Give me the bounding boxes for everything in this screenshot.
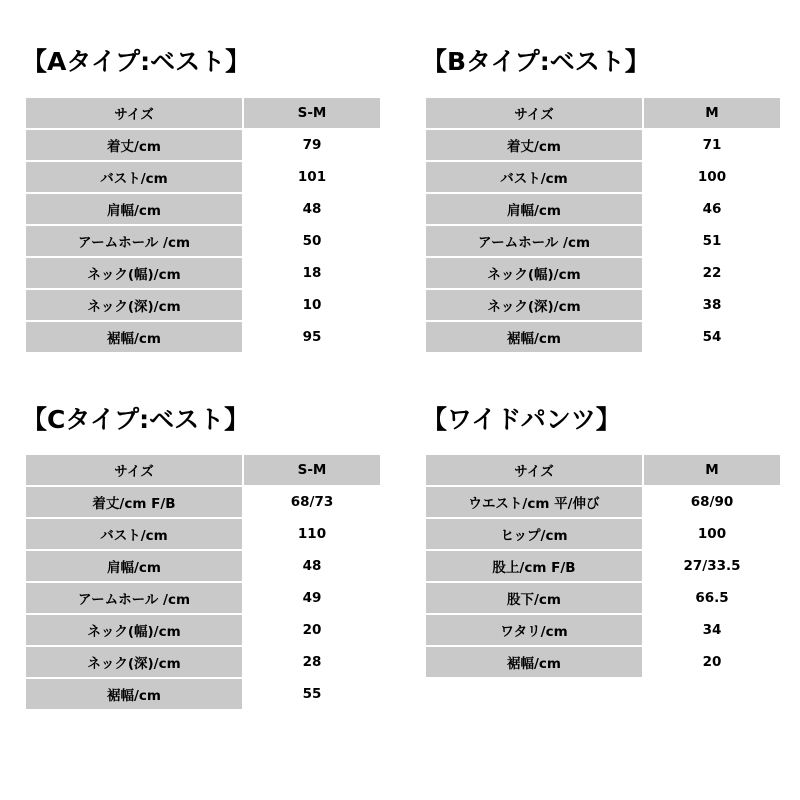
header-size: M bbox=[643, 454, 781, 486]
table-row bbox=[25, 193, 381, 225]
header-label: サイズ bbox=[25, 97, 243, 129]
row-label: 肩幅/cm bbox=[25, 550, 243, 582]
row-label: ワタリ/cm bbox=[425, 614, 643, 646]
row-label: 裾幅/cm bbox=[25, 321, 243, 353]
table-row bbox=[25, 225, 381, 257]
row-value: 48 bbox=[243, 550, 381, 582]
table-header-row bbox=[25, 97, 381, 129]
row-label: 股上/cm F/B bbox=[425, 550, 643, 582]
header-label: サイズ bbox=[25, 454, 243, 486]
row-label: 着丈/cm bbox=[425, 129, 643, 161]
table-row bbox=[25, 289, 381, 321]
size-block-a bbox=[10, 48, 390, 354]
table-row bbox=[425, 193, 781, 225]
row-value: 50 bbox=[243, 225, 381, 257]
header-size: S-M bbox=[243, 97, 381, 129]
table-row bbox=[25, 678, 381, 710]
row-label: 裾幅/cm bbox=[425, 646, 643, 678]
row-value: 49 bbox=[243, 582, 381, 614]
table-row bbox=[25, 257, 381, 289]
table-row bbox=[425, 129, 781, 161]
size-block-wide-pants bbox=[410, 354, 790, 712]
table-row bbox=[425, 321, 781, 353]
table-row bbox=[25, 614, 381, 646]
table-row bbox=[25, 486, 381, 518]
table-row bbox=[425, 550, 781, 582]
row-value: 68/90 bbox=[643, 486, 781, 518]
row-value: 20 bbox=[643, 646, 781, 678]
header-size: M bbox=[643, 97, 781, 129]
table-row bbox=[425, 614, 781, 646]
row-label: 肩幅/cm bbox=[25, 193, 243, 225]
table-row bbox=[25, 518, 381, 550]
table-header-row bbox=[25, 454, 381, 486]
row-value: 38 bbox=[643, 289, 781, 321]
row-label: 裾幅/cm bbox=[25, 678, 243, 710]
row-label: 肩幅/cm bbox=[425, 193, 643, 225]
row-label: ネック(深)/cm bbox=[25, 289, 243, 321]
row-value: 34 bbox=[643, 614, 781, 646]
row-value: 100 bbox=[643, 518, 781, 550]
table-row bbox=[25, 161, 381, 193]
row-label: 裾幅/cm bbox=[425, 321, 643, 353]
size-table-c bbox=[24, 453, 382, 711]
row-label: ネック(幅)/cm bbox=[25, 257, 243, 289]
table-row bbox=[425, 486, 781, 518]
size-block-b bbox=[410, 48, 790, 354]
row-value: 100 bbox=[643, 161, 781, 193]
table-header-row bbox=[425, 97, 781, 129]
row-label: ヒップ/cm bbox=[425, 518, 643, 550]
table-row bbox=[25, 129, 381, 161]
row-label: アームホール /cm bbox=[25, 225, 243, 257]
row-value: 18 bbox=[243, 257, 381, 289]
header-label: サイズ bbox=[425, 97, 643, 129]
row-label: ウエスト/cm 平/伸び bbox=[425, 486, 643, 518]
size-table-a bbox=[24, 96, 382, 354]
row-value: 68/73 bbox=[243, 486, 381, 518]
size-table-b bbox=[424, 96, 782, 354]
row-label: アームホール /cm bbox=[25, 582, 243, 614]
row-label: バスト/cm bbox=[25, 161, 243, 193]
table-header-row bbox=[425, 454, 781, 486]
header-label: サイズ bbox=[425, 454, 643, 486]
row-label: バスト/cm bbox=[25, 518, 243, 550]
row-value: 101 bbox=[243, 161, 381, 193]
table-row bbox=[25, 550, 381, 582]
block-title-b: 【Bタイプ:ベスト】 bbox=[422, 47, 650, 76]
row-value: 110 bbox=[243, 518, 381, 550]
row-value: 79 bbox=[243, 129, 381, 161]
row-label: 着丈/cm bbox=[25, 129, 243, 161]
row-value: 54 bbox=[643, 321, 781, 353]
table-row bbox=[425, 289, 781, 321]
table-row bbox=[25, 646, 381, 678]
row-label: 股下/cm bbox=[425, 582, 643, 614]
row-label: 着丈/cm F/B bbox=[25, 486, 243, 518]
row-value: 66.5 bbox=[643, 582, 781, 614]
row-value: 20 bbox=[243, 614, 381, 646]
row-label: ネック(深)/cm bbox=[425, 289, 643, 321]
table-row bbox=[25, 582, 381, 614]
table-row bbox=[425, 161, 781, 193]
size-block-c bbox=[10, 354, 390, 712]
row-value: 95 bbox=[243, 321, 381, 353]
table-row bbox=[425, 257, 781, 289]
row-label: ネック(幅)/cm bbox=[25, 614, 243, 646]
header-size: S-M bbox=[243, 454, 381, 486]
size-table-wide-pants bbox=[424, 453, 782, 679]
table-row bbox=[425, 646, 781, 678]
row-value: 71 bbox=[643, 129, 781, 161]
row-value: 46 bbox=[643, 193, 781, 225]
row-value: 48 bbox=[243, 193, 381, 225]
row-value: 51 bbox=[643, 225, 781, 257]
row-label: アームホール /cm bbox=[425, 225, 643, 257]
row-label: ネック(深)/cm bbox=[25, 646, 243, 678]
block-title-c: 【Cタイプ:ベスト】 bbox=[22, 404, 250, 434]
block-title-wide-pants: 【ワイドパンツ】 bbox=[422, 404, 621, 434]
table-row bbox=[425, 518, 781, 550]
row-value: 22 bbox=[643, 257, 781, 289]
table-row bbox=[425, 582, 781, 614]
row-label: バスト/cm bbox=[425, 161, 643, 193]
row-value: 55 bbox=[243, 678, 381, 710]
table-row bbox=[425, 225, 781, 257]
row-label: ネック(幅)/cm bbox=[425, 257, 643, 289]
block-title-a: 【Aタイプ:ベスト】 bbox=[22, 47, 251, 76]
row-value: 10 bbox=[243, 289, 381, 321]
table-row bbox=[25, 321, 381, 353]
row-value: 27/33.5 bbox=[643, 550, 781, 582]
row-value: 28 bbox=[243, 646, 381, 678]
